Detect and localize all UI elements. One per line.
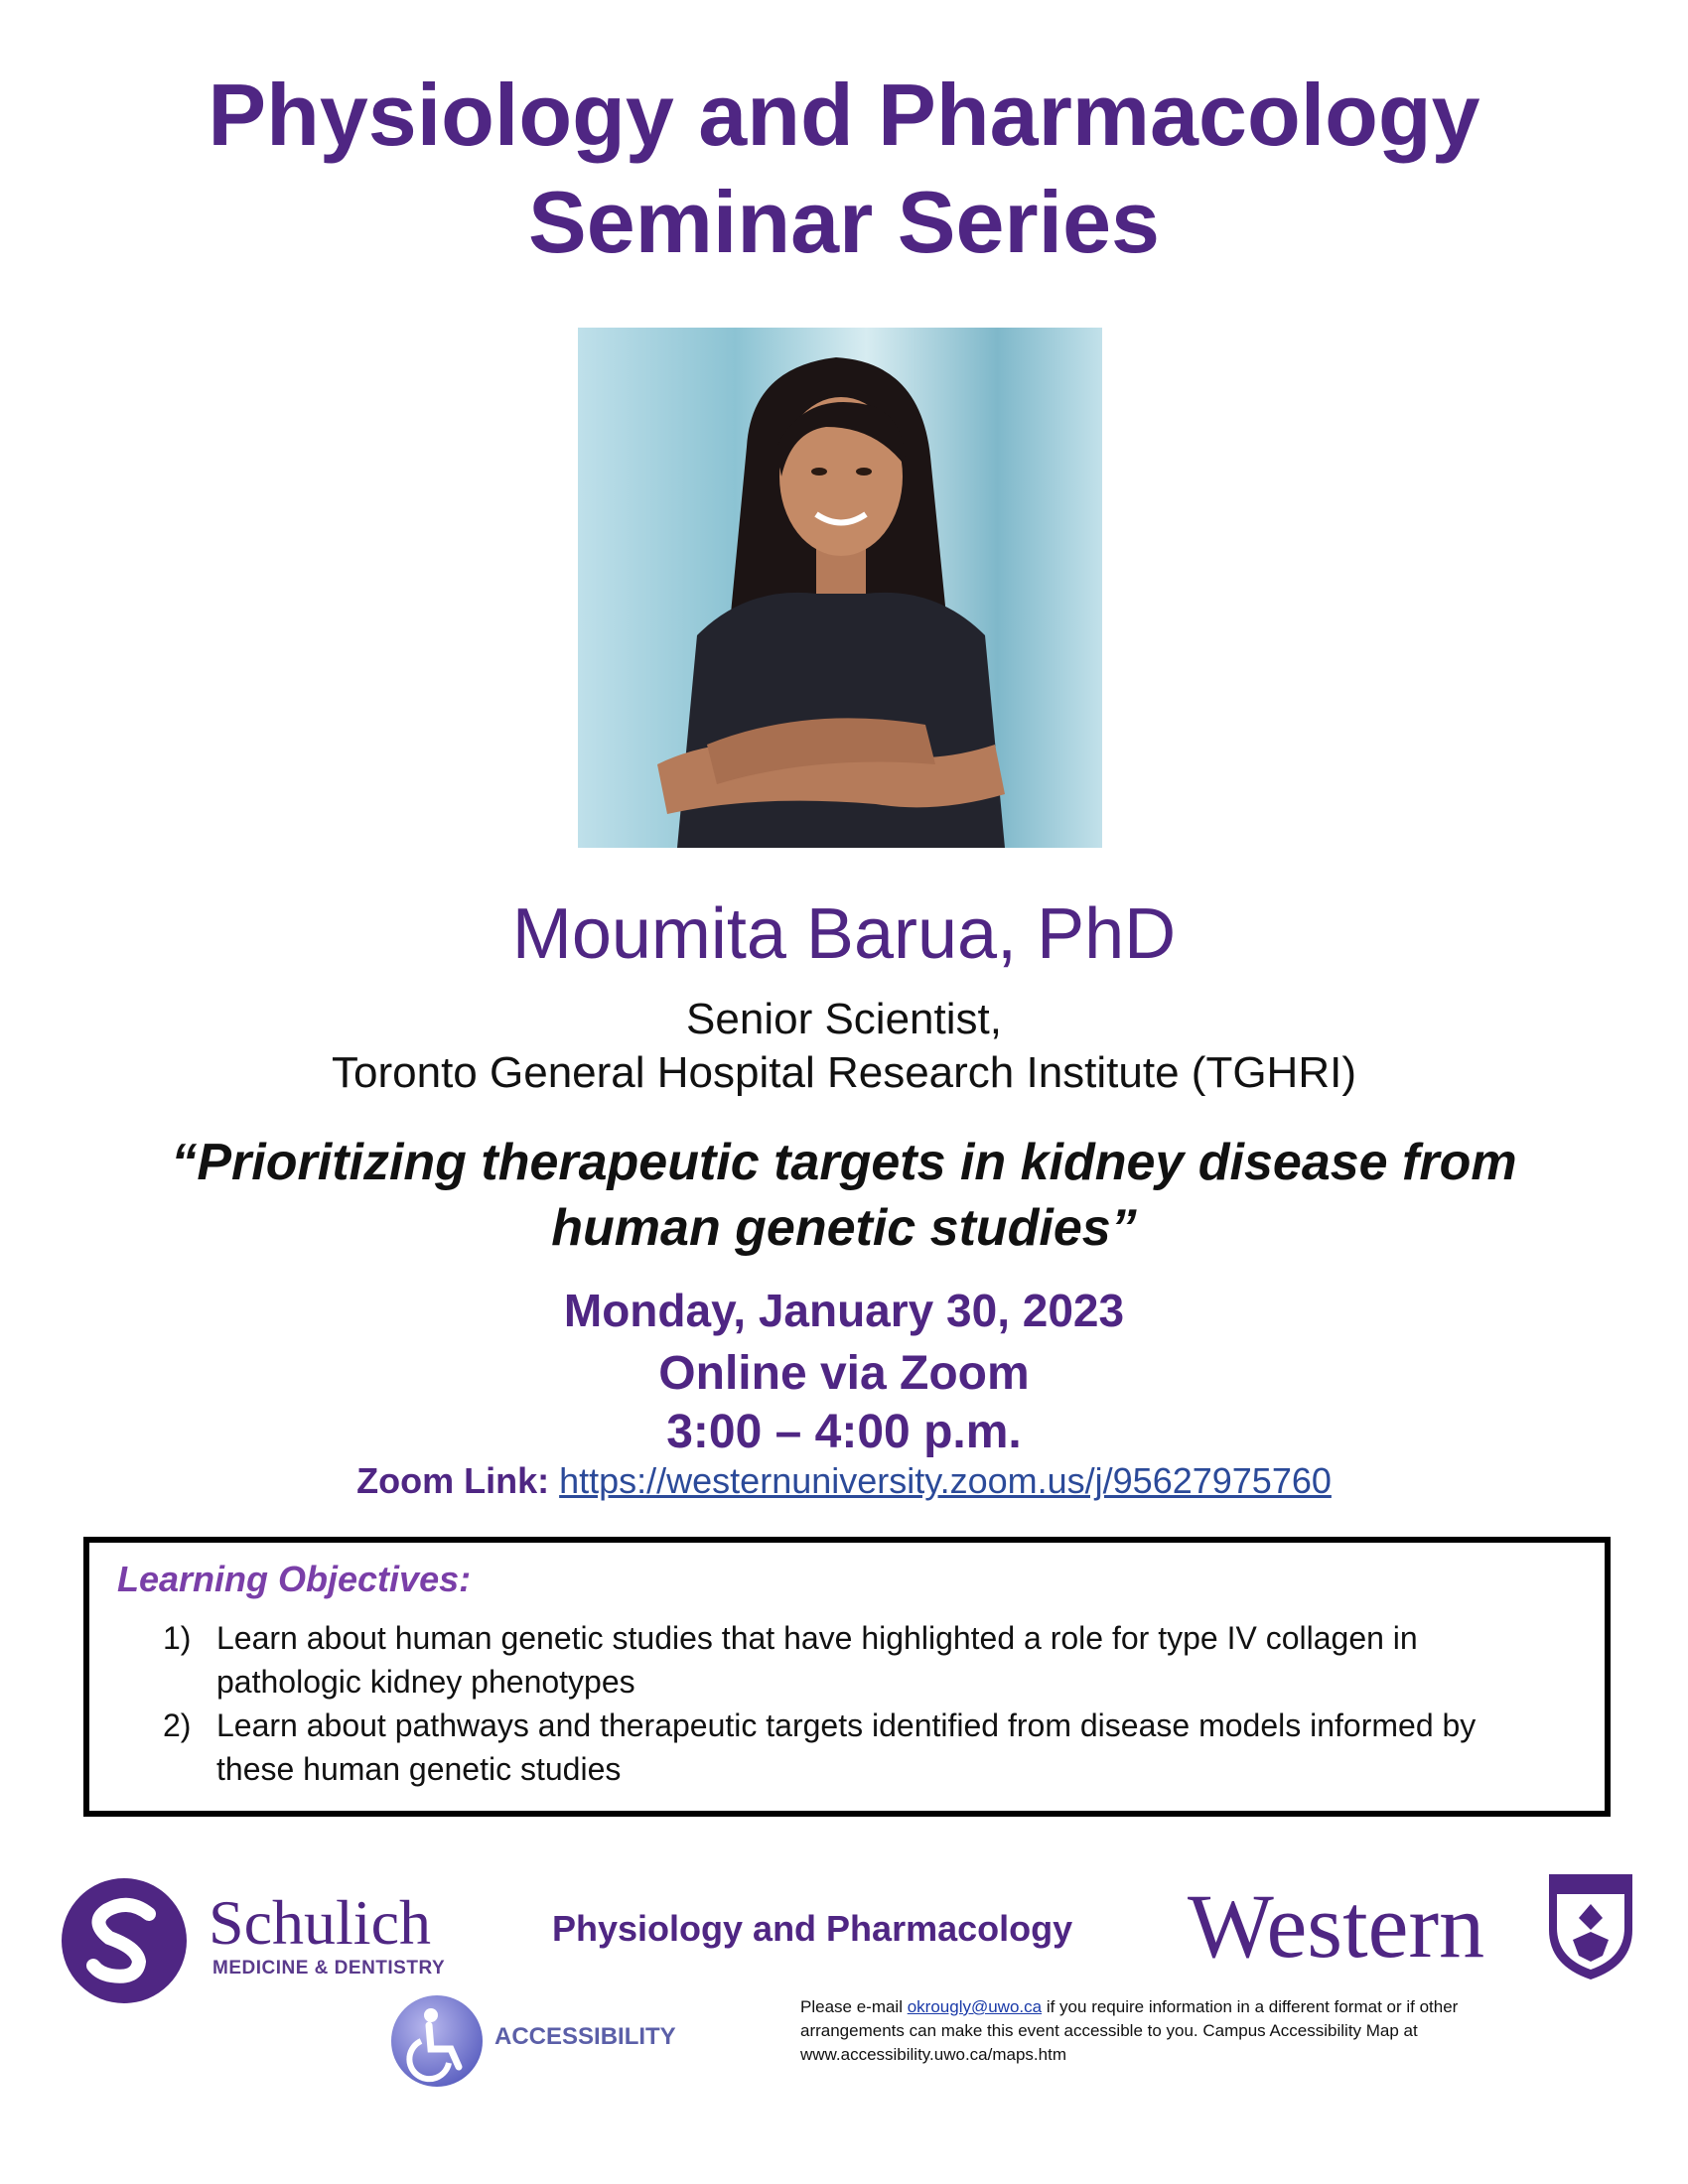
zoom-link[interactable]: https://westernuniversity.zoom.us/j/95627975760 bbox=[559, 1460, 1332, 1501]
schulich-subtitle: MEDICINE & DENTISTRY bbox=[212, 1958, 446, 1979]
objective-text-line: these human genetic studies bbox=[216, 1751, 622, 1787]
speaker-photo bbox=[578, 328, 1102, 848]
accessibility-label: ACCESSIBILITY bbox=[494, 2023, 676, 2050]
objective-text-line: pathologic kidney phenotypes bbox=[216, 1664, 635, 1700]
talk-title-line-2: human genetic studies” bbox=[551, 1199, 1137, 1257]
note-prefix: Please e-mail bbox=[800, 1997, 908, 2016]
schulich-logo-icon bbox=[60, 1876, 189, 2005]
department-name: Physiology and Pharmacology bbox=[552, 1908, 1073, 1949]
accessibility-note bbox=[800, 1995, 1476, 2067]
note-suffix: if you require information in a different format or if other arrangements can make this event accessible to you. Campus Accessibility Map at www.accessibility.uwo.ca/maps.htm bbox=[800, 1997, 1459, 2064]
learning-objectives-box bbox=[83, 1537, 1611, 1817]
position-line-1: Senior Scientist, bbox=[686, 995, 1002, 1043]
objective-text-line: Learn about pathways and therapeutic targets identified from disease models informed by bbox=[216, 1707, 1477, 1743]
zoom-link-line bbox=[0, 1459, 1688, 1503]
talk-title bbox=[0, 1130, 1688, 1261]
event-date: Monday, January 30, 2023 bbox=[563, 1285, 1125, 1336]
contact-email-link[interactable]: okrougly@uwo.ca bbox=[907, 1997, 1043, 2016]
objective-text-line: Learn about human genetic studies that have highlighted a role for type IV collagen in bbox=[216, 1620, 1418, 1656]
title-line-2: Seminar Series bbox=[528, 173, 1160, 271]
western-wordmark: Western bbox=[1188, 1875, 1485, 1977]
objectives-heading: Learning Objectives: bbox=[117, 1559, 472, 1599]
western-crest-icon bbox=[1545, 1870, 1636, 1981]
zoom-link-label: Zoom Link: bbox=[356, 1460, 550, 1501]
page-title bbox=[0, 62, 1688, 276]
event-venue: Online via Zoom bbox=[658, 1347, 1030, 1400]
speaker-portrait-illustration bbox=[578, 328, 1102, 848]
title-line-1: Physiology and Pharmacology bbox=[208, 66, 1480, 164]
event-time: 3:00 – 4:00 p.m. bbox=[666, 1406, 1022, 1458]
objective-number: 1) bbox=[163, 1620, 192, 1656]
speaker-name: Moumita Barua, PhD bbox=[511, 894, 1177, 974]
schulich-wordmark: Schulich bbox=[209, 1887, 431, 1958]
accessibility-icon bbox=[389, 1993, 485, 2089]
position-line-2: Toronto General Hospital Research Institute (TGHRI) bbox=[332, 1048, 1356, 1097]
objective-number: 2) bbox=[163, 1707, 192, 1743]
speaker-position bbox=[0, 993, 1688, 1100]
talk-title-line-1: “Prioritizing therapeutic targets in kidney disease from bbox=[171, 1134, 1517, 1191]
